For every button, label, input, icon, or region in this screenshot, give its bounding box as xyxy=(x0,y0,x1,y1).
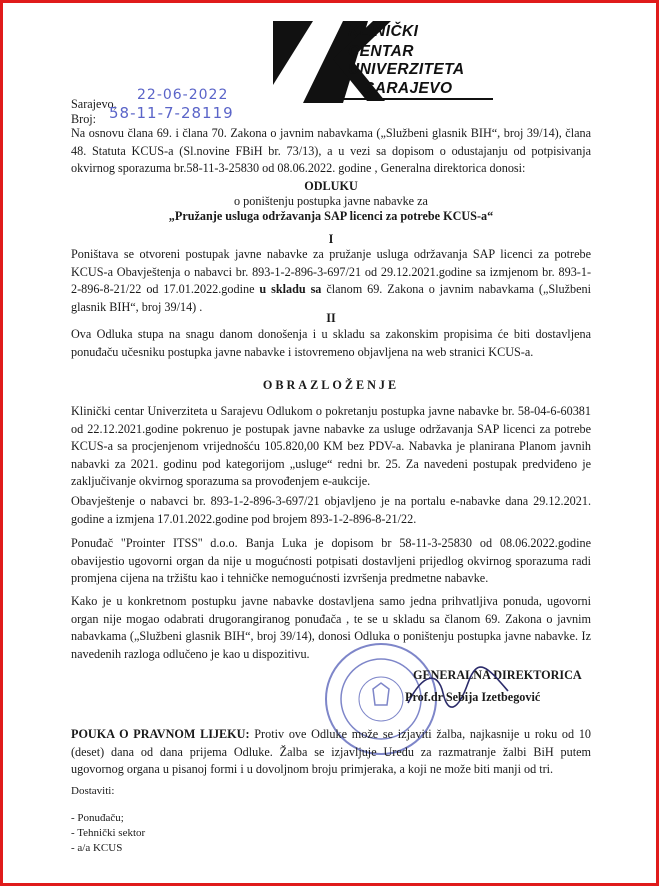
reasoning-paragraph-2: Obavještenje o nabavci br. 893-1-2-896-3-697/21 objavljeno je na portalu e-nabavke dana 29.12.2021. godine a izmjena 17.01.2022.godine pod brojem 893-1-2-896-8-21/22. xyxy=(71,494,591,526)
delivery-item: - Ponuđaču; xyxy=(71,812,124,824)
reasoning-paragraph-3: Ponuđač "Prointer ITSS'' d.o.o. Banja Luka je dopisom br 58-11-3-25830 od 08.06.2022.godine obavijestio ugovorni organ da nije u mogućnosti potpisati dostavljeni prijedlog okvirnog sporazuma radi promjena cijena na tržištu kao i tehničke nemogućnosti izvršenja predmetne nabavke. xyxy=(71,536,591,585)
logo-line-3: UNIVERZITETA xyxy=(348,61,465,78)
delivery-list xyxy=(71,811,145,856)
legal-remedy-label: POUKA O PRAVNOM LIJEKU: xyxy=(71,727,250,741)
delivery-label: Dostaviti: xyxy=(71,785,115,797)
section-2-numeral: II xyxy=(326,311,336,325)
delivery-item: - Tehnički sektor xyxy=(71,827,146,839)
reasoning-paragraph-4: Kako je u konkretnom postupku javne nabavke dostavljena samo jedna prihvatljiva ponuda, ugovorni organ nije mogao odabrati drugorangiranog ponuđača , te se u skladu sa članom 69. Zakona o javnim nabavkama („Službeni glasnik BIH“, broj 39/14), donosi Odluka o poništenju postupka javne nabavke. Iz navedenih razloga odlučeno je kao u dispozitivu. xyxy=(71,594,591,661)
decision-subheading: o poništenju postupka javne nabavke za xyxy=(234,194,428,208)
number-label: Broj: xyxy=(71,112,97,126)
decision-heading: ODLUKU xyxy=(304,179,358,193)
signatory-title: GENERALNA DIREKTORICA xyxy=(413,668,582,682)
section-1-numeral: I xyxy=(328,232,334,246)
section-1-text: Poništava se otvoreni postupak javne nabavke za pružanje usluga održavanja SAP licenci za potrebe KCUS-a Obavještenja o nabavci br. 893-1-2-896-3-697/21 od 29.12.2021.godine sa izmjenom br. 893-1-2-896-8-21/22 od 17.01.2022.godine u skladu sa članom 69. Zakona o javnim nabavkama („Službeni glasnik BIH“, broj 39/14) . xyxy=(71,247,592,314)
logo-line-4: SARAJEVO xyxy=(364,80,453,97)
signatory-name: Prof.dr Sebija Izetbegović xyxy=(405,690,541,704)
intro-paragraph: Na osnovu člana 69. i člana 70. Zakona o javnim nabavkama („Službeni glasnik BIH“, broj 39/14), člana 48. Statuta KCUS-a (Sl.novine FBiH br. 73/13), a u vezi sa dopisom o odustajanju od potpisivanja okvirnog sporazuma br.58-11-3-25830 od 08.06.2022. godine , Generalna direktorica donosi: xyxy=(71,126,591,175)
decision-subject: „Pružanje usluga održavanja SAP licenci za potrebe KCUS-a“ xyxy=(168,209,494,223)
reasoning-paragraph-1: Klinički centar Univerziteta u Sarajevu Odlukom o pokretanju postupka javne nabavke br. 58-04-6-60381 od 22.12.2021.godine pokrenuo je postupak javne nabavke za usluge održavanja SAP licenci za potrebe KCUS-a sa procjenjenom vrijednošću 105.820,00 KM bez PDV-a. Nabavka je planirana Planom javnih nabavki za 2021. godinu pod kategorijom „usluge“ redni br. 25. Za navedeni postupak predviđeno je zaključivanje okvirnog sporazuma sa provođenjem e-aukcije. xyxy=(71,404,591,488)
reasoning-heading: OBRAZLOŽENJE xyxy=(262,378,400,392)
handwritten-date: 22-06-2022 xyxy=(137,87,229,103)
delivery-item: - a/a KCUS xyxy=(71,842,123,854)
section-2-text: Ova Odluka stupa na snagu danom donošenja i u skladu sa zakonskim propisima će biti dostavljena ponuđaču učesniku postupka javne nabavke i istovremeno objavljena na web stranici KCUS-a. xyxy=(71,327,591,359)
logo-line-1: KLINIČKI xyxy=(348,23,419,40)
document-page xyxy=(3,3,656,883)
place-label: Sarajevo, xyxy=(71,97,117,111)
legal-remedy xyxy=(71,726,591,779)
logo-line-2: CENTAR xyxy=(348,43,414,60)
legal-remedy-text: Protiv ove Odluke može se izjaviti žalba, najkasnije u roku od 10 (deset) dana od dana prijema Odluke. Žalba se izjavljuje Uredu za razmatranje žalbi BiH putem ugovornog organa u pisanoj formi i u dovoljnom broju primjeraka, a koji ne može biti manji od tri. xyxy=(71,727,592,776)
handwritten-number: 58-11-7-28119 xyxy=(109,104,234,122)
